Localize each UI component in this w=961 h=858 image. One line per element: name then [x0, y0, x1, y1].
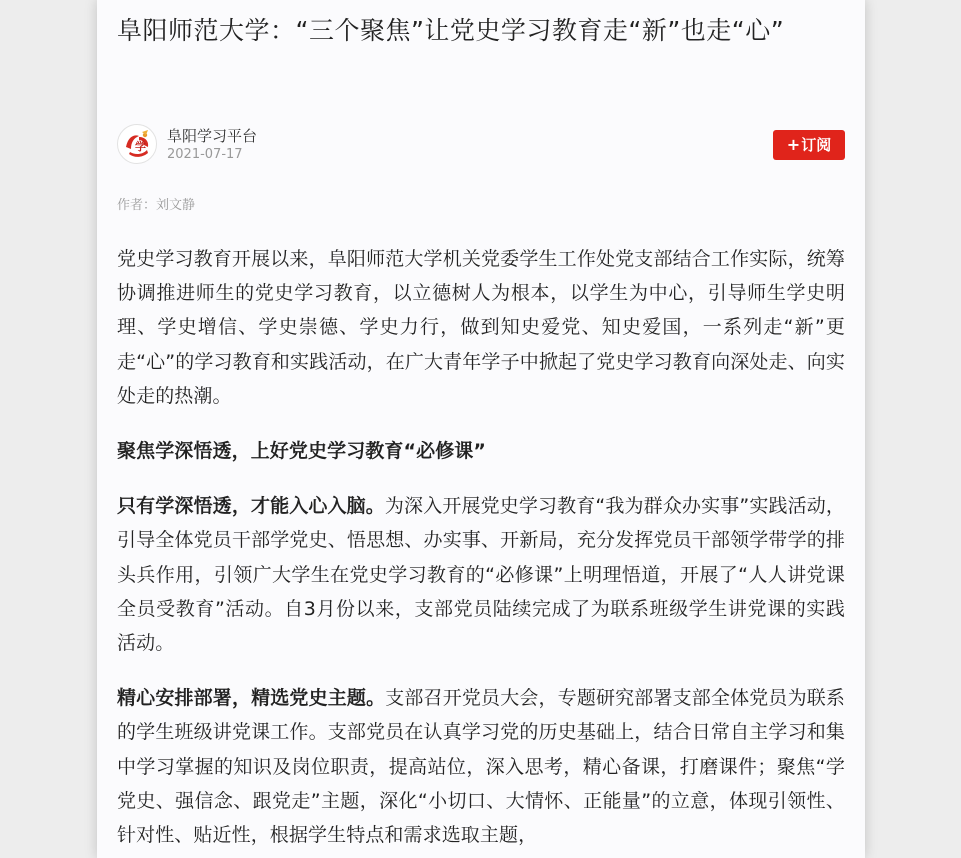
- section-heading: [117, 434, 845, 468]
- subscribe-label: 订阅: [801, 136, 832, 154]
- paragraph-study-text: 为深入开展党史学习教育“我为群众办实事”实践活动，引导全体党员干部学党史、悟思想、办实事、开新局，充分发挥党员干部领学带学的排头兵作用，引领广大学生在党史学习教育的“必修课”上明理悟道，开展了“人人讲党课 全员受教育”活动。自3月份以来，支部党员陆续完成了为联系班级学生讲党课的实践活动。: [117, 495, 845, 655]
- section-heading-text: 聚焦学深悟透，上好党史学习教育“必修课”: [117, 440, 486, 463]
- article-body: [117, 242, 845, 858]
- fuyang-study-logo-icon: [118, 125, 156, 163]
- source-name[interactable]: 阜阳学习平台: [167, 127, 258, 145]
- source-header: [117, 122, 845, 168]
- paragraph-intro: [117, 242, 845, 413]
- paragraph-arrangement: [117, 681, 845, 852]
- author-line: 作者：刘文静: [117, 198, 196, 213]
- paragraph-study-lead: 只有学深悟透，才能入心入脑。: [117, 495, 385, 518]
- source-avatar[interactable]: [117, 124, 157, 164]
- logo-glyph: 学: [135, 140, 146, 153]
- paragraph-intro-text: 党史学习教育开展以来，阜阳师范大学机关党委学生工作处党支部结合工作实际，统筹协调推进师生的党史学习教育，以立德树人为根本，以学生为中心，引导师生学史明理、学史增信、学史崇德、学史力行，做到知史爱党、知史爱国，一系列走“新”更走“心”的学习教育和实践活动，在广大青年学子中掀起了党史学习教育向深处走、向实处走的热潮。: [117, 248, 845, 407]
- paragraph-study: [117, 489, 845, 660]
- article-page: [97, 0, 865, 858]
- subscribe-button[interactable]: [773, 130, 845, 160]
- paragraph-arrangement-lead: 精心安排部署，精选党史主题。: [117, 687, 386, 710]
- plus-icon: +: [786, 135, 801, 154]
- article-title: 阜阳师范大学：“三个聚焦”让党史学习教育走“新”也走“心”: [117, 16, 785, 45]
- publish-date: 2021-07-17: [167, 147, 243, 162]
- paragraph-arrangement-text: 支部召开党员大会，专题研究部署支部全体党员为联系的学生班级讲党课工作。支部党员在认真学习党的历史基础上，结合日常自主学习和集中学习掌握的知识及岗位职责，提高站位，深入思考，精心备课，打磨课件；聚焦“学党史、强信念、跟党走”主题，深化“小切口、大情怀、正能量”的立意，体现引领性、针对性、贴近性，根据学生特点和需求选取主题，: [117, 687, 845, 847]
